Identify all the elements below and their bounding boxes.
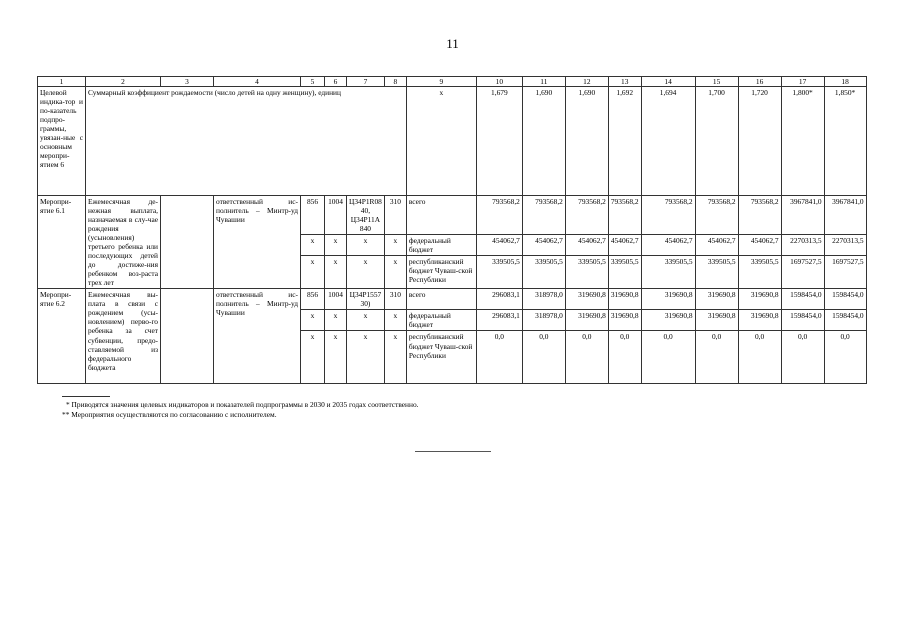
- amount-cell: 318978,0: [522, 289, 565, 310]
- amount-cell: 2270313,5: [824, 235, 866, 256]
- amount-cell: 793568,2: [565, 196, 608, 235]
- amount-cell: 318978,0: [522, 310, 565, 331]
- amount-cell: 0,0: [476, 331, 522, 384]
- indicator-value: 1,690: [522, 87, 565, 196]
- amount-cell: 296083,1: [476, 310, 522, 331]
- column-number: 7: [347, 77, 385, 87]
- amount-cell: 319690,8: [608, 289, 641, 310]
- budget-code-grbs: 856: [301, 196, 325, 235]
- amount-cell: 793568,2: [608, 196, 641, 235]
- budget-code-target: x: [347, 331, 385, 384]
- amount-cell: 319690,8: [565, 310, 608, 331]
- subprogram-table: [37, 76, 867, 384]
- measure-6-2-row-total: [38, 289, 867, 310]
- budget-code-type: x: [384, 256, 406, 289]
- indicator-value: 1,800*: [781, 87, 824, 196]
- budget-code-type: 310: [384, 289, 406, 310]
- amount-cell: 296083,1: [476, 289, 522, 310]
- amount-cell: 0,0: [738, 331, 781, 384]
- budget-code-target: x: [347, 235, 385, 256]
- end-separator-line: [415, 451, 491, 452]
- amount-cell: 454062,7: [738, 235, 781, 256]
- amount-cell: 793568,2: [522, 196, 565, 235]
- amount-cell: 1697527,5: [781, 256, 824, 289]
- amount-cell: 1598454,0: [781, 289, 824, 310]
- amount-cell: 319690,8: [738, 289, 781, 310]
- amount-cell: 0,0: [641, 331, 695, 384]
- measure-description: Ежемесячная вы-плата в связи с рождением (усы-новлением) перво-го ребенка за счет субвенции, предо-ставляемой из федерального бюджета: [86, 289, 161, 384]
- budget-code-section: x: [325, 235, 347, 256]
- measure-executor: ответственный ис-полнитель – Минтр-уд Чувашии: [214, 289, 301, 384]
- indicator-value: 1,679: [476, 87, 522, 196]
- budget-code-section: x: [325, 256, 347, 289]
- column-number: 15: [695, 77, 738, 87]
- amount-cell: 0,0: [608, 331, 641, 384]
- budget-code-type: x: [384, 235, 406, 256]
- measure-label: Меропри-ятие 6.2: [38, 289, 86, 384]
- amount-cell: 1598454,0: [824, 310, 866, 331]
- budget-code-target: Ц34Р1R08 40, Ц34Р11А 840: [347, 196, 385, 235]
- indicator-label: Целевой индика-тор и по-казатель подпро-граммы, увязан-ные с основным меропри-ятием 6: [38, 87, 86, 196]
- amount-cell: 0,0: [522, 331, 565, 384]
- amount-cell: 454062,7: [641, 235, 695, 256]
- page-number: 11: [446, 36, 459, 51]
- amount-cell: 319690,8: [608, 310, 641, 331]
- indicator-unit: x: [406, 87, 476, 196]
- measure-label: Меропри-ятие 6.1: [38, 196, 86, 289]
- amount-cell: 454062,7: [695, 235, 738, 256]
- indicator-value: 1,692: [608, 87, 641, 196]
- column-number: 4: [214, 77, 301, 87]
- column-number: 2: [86, 77, 161, 87]
- column-number: 14: [641, 77, 695, 87]
- column-number: 11: [522, 77, 565, 87]
- indicator-value: 1,850*: [824, 87, 866, 196]
- funding-source: республиканский бюджет Чуваш-ской Республики: [406, 256, 476, 289]
- amount-cell: 319690,8: [695, 289, 738, 310]
- amount-cell: 3967841,0: [781, 196, 824, 235]
- budget-code-type: 310: [384, 196, 406, 235]
- amount-cell: 319690,8: [695, 310, 738, 331]
- funding-source: республиканский бюджет Чуваш-ской Республики: [406, 331, 476, 384]
- budget-code-section: x: [325, 310, 347, 331]
- amount-cell: 3967841,0: [824, 196, 866, 235]
- column-number: 3: [161, 77, 214, 87]
- funding-source: всего: [406, 289, 476, 310]
- amount-cell: 793568,2: [738, 196, 781, 235]
- funding-source: федеральный бюджет: [406, 235, 476, 256]
- indicator-description: Суммарный коэффициент рождаемости (число детей на одну женщину), единиц: [86, 87, 407, 196]
- footnotes: [62, 396, 419, 421]
- amount-cell: 0,0: [781, 331, 824, 384]
- amount-cell: 793568,2: [695, 196, 738, 235]
- column-number: 16: [738, 77, 781, 87]
- amount-cell: 339505,5: [522, 256, 565, 289]
- amount-cell: 0,0: [565, 331, 608, 384]
- amount-cell: 319690,8: [641, 289, 695, 310]
- budget-code-type: x: [384, 331, 406, 384]
- column-number: 1: [38, 77, 86, 87]
- amount-cell: 339505,5: [565, 256, 608, 289]
- budget-code-target: x: [347, 256, 385, 289]
- budget-code-grbs: x: [301, 310, 325, 331]
- column-number: 9: [406, 77, 476, 87]
- amount-cell: 319690,8: [565, 289, 608, 310]
- amount-cell: 454062,7: [476, 235, 522, 256]
- footnote-separator: [62, 396, 110, 397]
- amount-cell: 319690,8: [641, 310, 695, 331]
- measure-6-1-row-total: [38, 196, 867, 235]
- budget-code-grbs: x: [301, 256, 325, 289]
- footnote-1: * Приводятся значения целевых индикаторов и показателей подпрограммы в 2030 и 2035 годах соответственно.: [66, 400, 419, 409]
- column-number: 6: [325, 77, 347, 87]
- amount-cell: 339505,5: [476, 256, 522, 289]
- column-number: 10: [476, 77, 522, 87]
- indicator-value: 1,720: [738, 87, 781, 196]
- indicator-value: 1,694: [641, 87, 695, 196]
- amount-cell: 1697527,5: [824, 256, 866, 289]
- amount-cell: 793568,2: [476, 196, 522, 235]
- amount-cell: 1598454,0: [781, 310, 824, 331]
- amount-cell: 339505,5: [608, 256, 641, 289]
- budget-code-section: x: [325, 331, 347, 384]
- indicator-value: 1,690: [565, 87, 608, 196]
- amount-cell: 793568,2: [641, 196, 695, 235]
- empty-cell: [161, 196, 214, 289]
- column-number: 5: [301, 77, 325, 87]
- budget-code-section: 1004: [325, 289, 347, 310]
- column-number: 13: [608, 77, 641, 87]
- amount-cell: 339505,5: [641, 256, 695, 289]
- budget-code-grbs: x: [301, 331, 325, 384]
- measure-description: Ежемесячная де-нежная выплата, назначаемая в слу-чае рождения (усыновления) третьего ребенка или последующих детей до достиже-ния ребенком воз-раста трех лет: [86, 196, 161, 289]
- funding-source: всего: [406, 196, 476, 235]
- indicator-row: [38, 87, 867, 196]
- budget-code-grbs: x: [301, 235, 325, 256]
- amount-cell: 454062,7: [522, 235, 565, 256]
- amount-cell: 0,0: [695, 331, 738, 384]
- column-number: 8: [384, 77, 406, 87]
- funding-source: федеральный бюджет: [406, 310, 476, 331]
- budget-code-type: x: [384, 310, 406, 331]
- amount-cell: 454062,7: [608, 235, 641, 256]
- amount-cell: 339505,5: [738, 256, 781, 289]
- amount-cell: 1598454,0: [824, 289, 866, 310]
- budget-code-target: Ц34Р1557 30): [347, 289, 385, 310]
- budget-code-grbs: 856: [301, 289, 325, 310]
- amount-cell: 319690,8: [738, 310, 781, 331]
- amount-cell: 2270313,5: [781, 235, 824, 256]
- budget-code-section: 1004: [325, 196, 347, 235]
- column-number-row: [38, 77, 867, 87]
- column-number: 18: [824, 77, 866, 87]
- column-number: 17: [781, 77, 824, 87]
- amount-cell: 0,0: [824, 331, 866, 384]
- empty-cell: [161, 289, 214, 384]
- column-number: 12: [565, 77, 608, 87]
- amount-cell: 454062,7: [565, 235, 608, 256]
- budget-code-target: x: [347, 310, 385, 331]
- indicator-value: 1,700: [695, 87, 738, 196]
- footnote-2: ** Мероприятия осуществляются по согласованию с исполнителем.: [62, 410, 277, 420]
- amount-cell: 339505,5: [695, 256, 738, 289]
- measure-executor: ответственный ис-полнитель – Минтр-уд Чувашии: [214, 196, 301, 289]
